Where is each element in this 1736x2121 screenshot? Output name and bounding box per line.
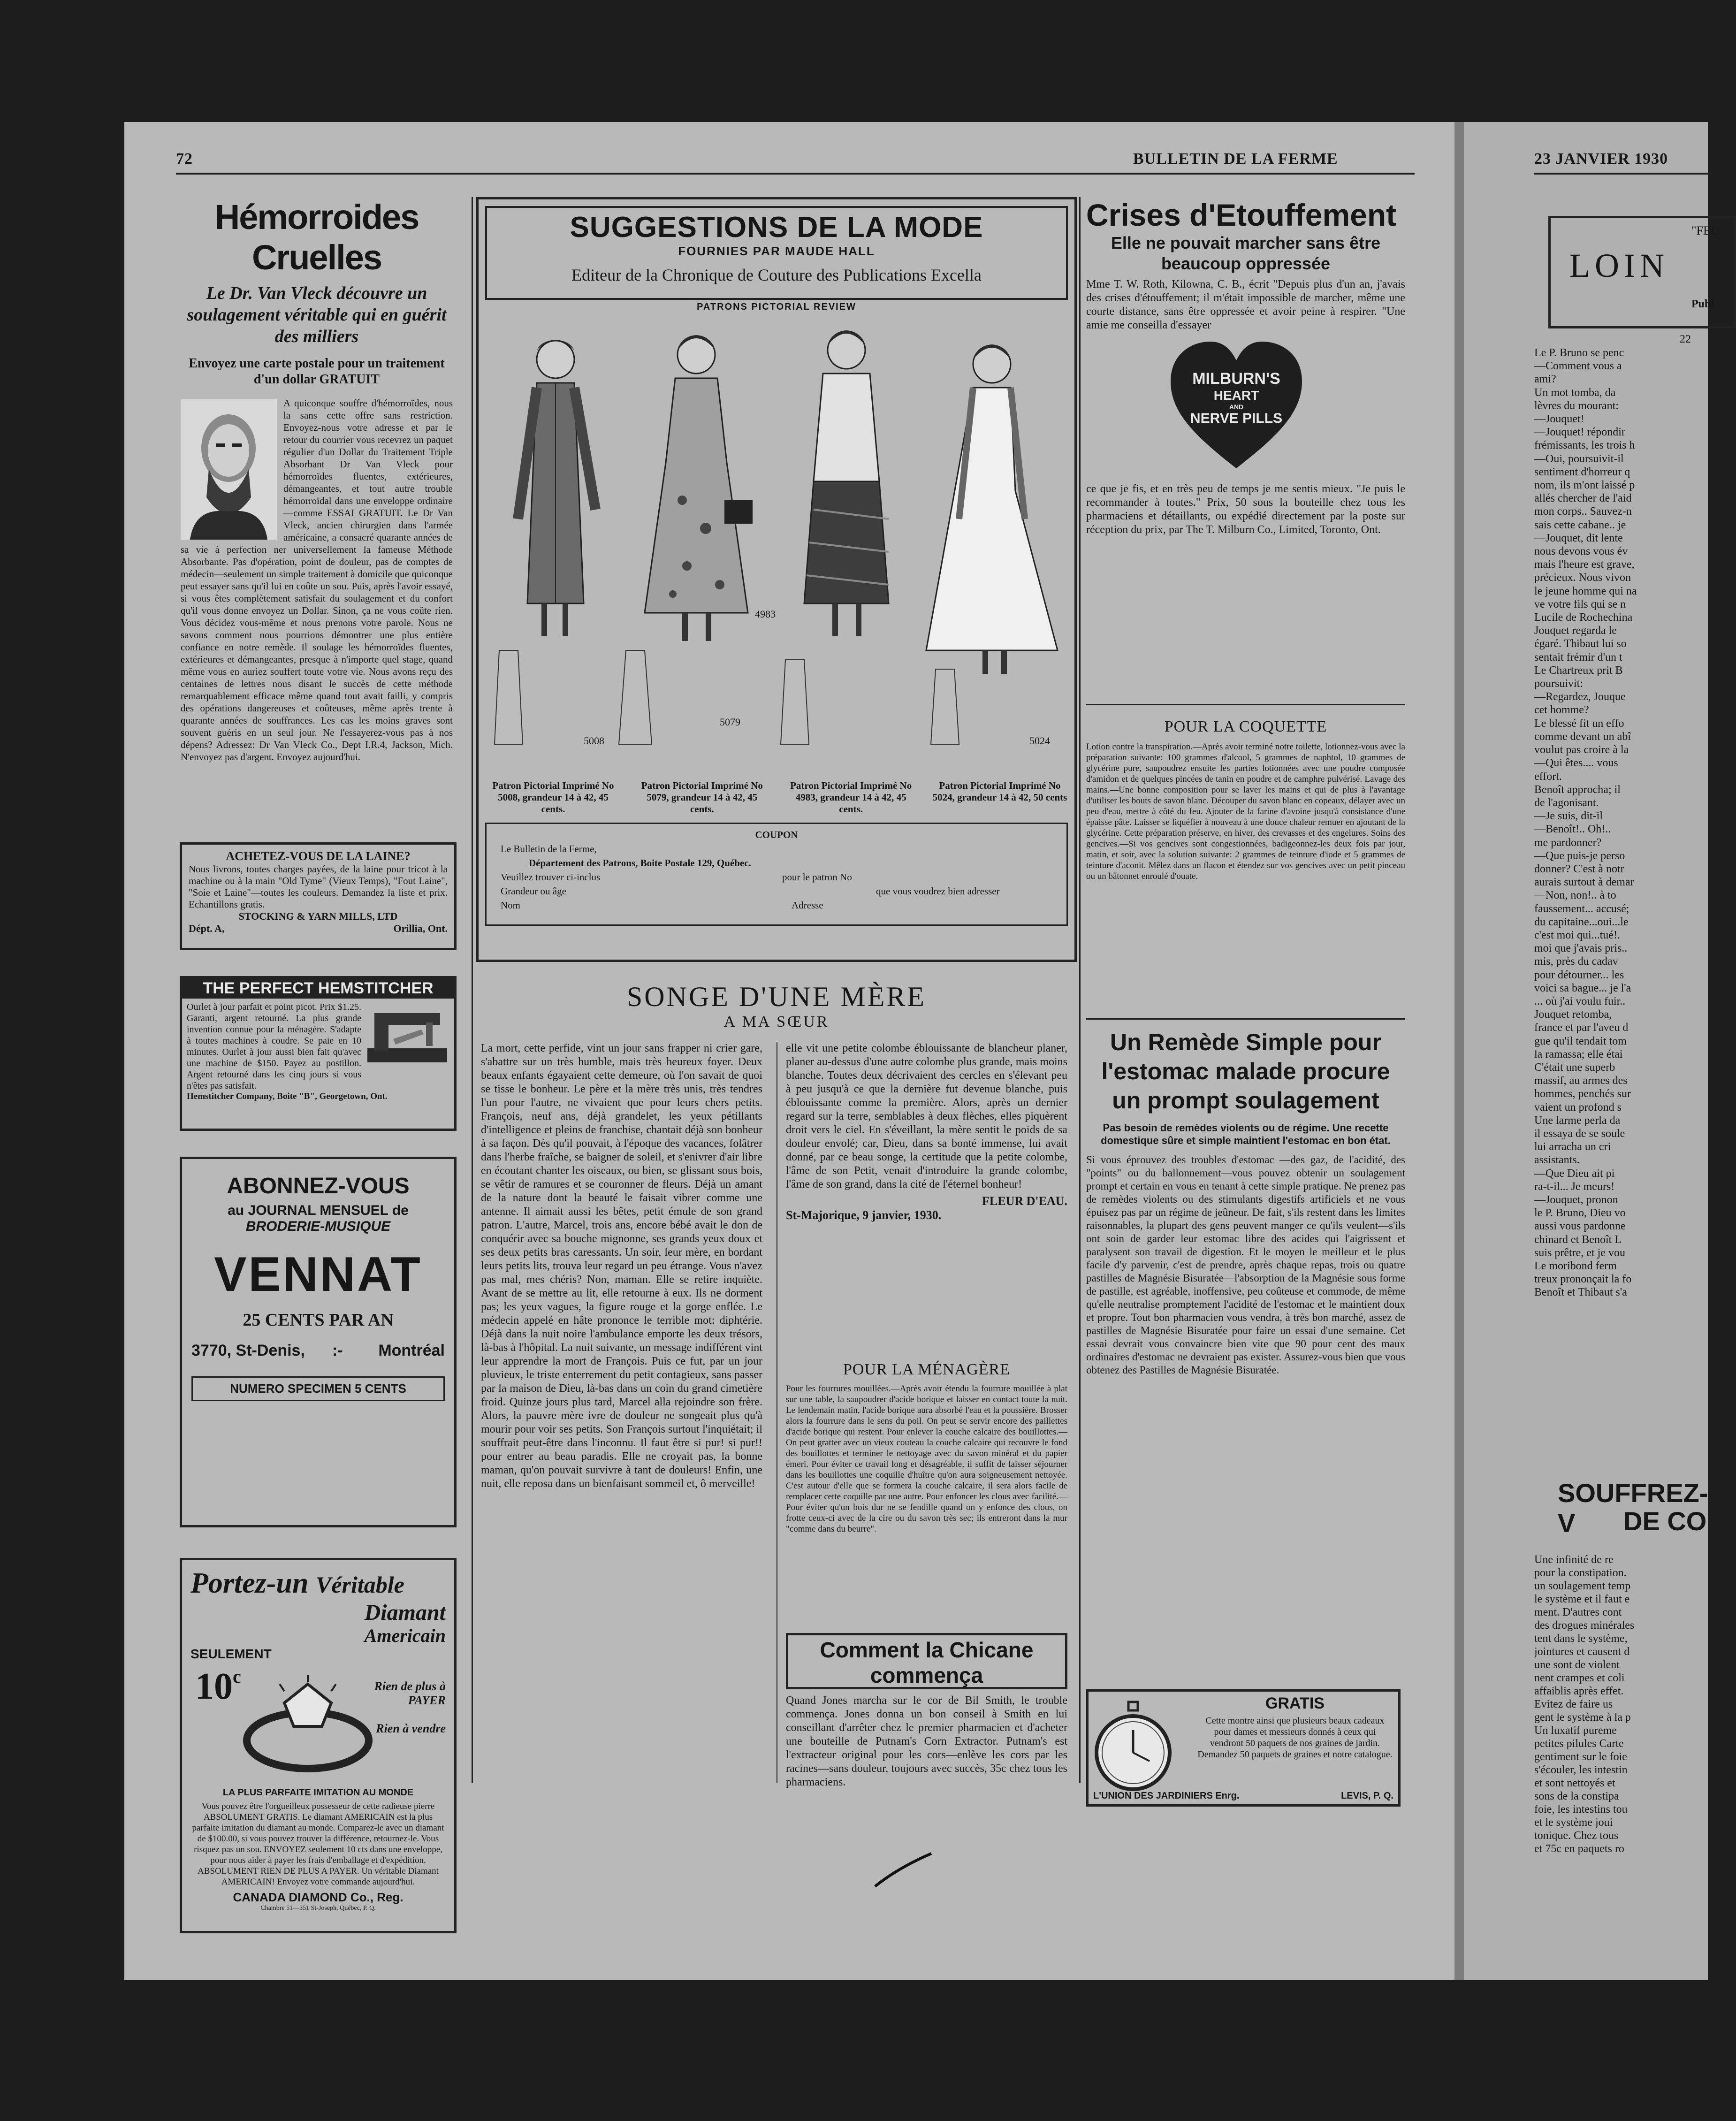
feuilleton-line: Le Chartreux prit B [1534, 664, 1623, 677]
laine-ad [180, 842, 457, 950]
feuilleton-title-fragment: LOIN [1569, 247, 1669, 284]
crises-ad [1086, 197, 1405, 537]
coupon-line3a: Veuillez trouver ci-inclus [501, 871, 601, 883]
feuilleton-line: pour détourner... les [1534, 969, 1624, 981]
feuilleton-line: —Jouquet, dit lente [1534, 532, 1623, 544]
coupon-box [485, 823, 1068, 926]
feuilleton-line: il essaya de se soule [1534, 1127, 1625, 1140]
coupon-line3b: pour le patron No [782, 871, 852, 883]
chicane-title-box [786, 1633, 1067, 1689]
hemorroides-body: A quiconque souffre d'hémorroïdes, nous la sans cette offre sans restriction. Envoyez-nous votre adresse et par le retour du courrier vous recevrez un paquet régulier d'un Dollar du Traitement Triple Absorbant Dr Van Vleck pour hémorroïdes fluentes, extérieures, démangeantes, et tout autre trouble hémorroïdal dans une enveloppe ordinaire —comme ESSAI GRATUIT. Le Dr Van Vleck, ancien chirurgien dans l'armée américaine, a consacré quarante années de sa vie à perfection ner universellement la fameuse Méthode Absorbante. Pas d'opération, point de douleur, pas de comptes de médecin—seulement un simple traitement à domicile que quiconque peut essayer sans qu'il lui en coûte un sou. Puis, après l'avoir essayé, si vous êtes complètement satisfait du soulagement et du confort qu'il vous donne envoyez un Dollar. Sinon, ça ne vous coûte rien. Vous décidez vous-même et nous prenons votre parole. Nous ne savons comment nous pourrions démontrer une plus entière confiance en notre remède. Il soulage les hémorroïdes fluentes, extérieures et démangeantes, presque à n'importe quel stage, quand même vous en auriez souffert toute votre vie. Nous avons reçu des centaines de lettres nous disant le succès de cette méthode remarquablement efficace même quand tout avait failli, y compris des opérations dangereuses et coûteuses, même après trente à quarante années de souffrances. Les cas les moins graves sont souvent guéris en un seul jour. Ne l'essayerez-vous pas à nos dépens? Adressez: Dr Van Vleck Co., Dept I.R.4, Jackson, Mich. N'envoyez pas d'argent. Envoyez aujourd'hui. [181, 397, 453, 763]
feuilleton-line: c'est moi qui...tué!. [1534, 929, 1620, 941]
pattern-number-4983: 4983 [755, 608, 776, 620]
feuilleton-line: suis prêtre, et je vou [1534, 1246, 1625, 1259]
diamant-body: Vous pouvez être l'orgueilleux possesseur de cette radieuse pierre ABSOLUMENT GRATIS. Le diamant AMERICAIN est la plus parfaite imitation du diamant au monde. Comparez-le avec un diamant de $100.00, si vous pouvez trouver la différence, retournez-le. Vous risquez pas un sou. ENVOYEZ seulement 10 cts dans une enveloppe, pour nous aider à payer les frais d'emballage et d'expédition. ABSOLUMENT RIEN DE PLUS A PAYER. Un véritable Diamant AMERICAIN! Envoyez votre commande aujourd'hui. [192, 1801, 444, 1887]
souffrez-line: et le système joui [1534, 1816, 1613, 1829]
souffrez-line: foie, les intestins tou [1534, 1803, 1628, 1816]
doctor-portrait-icon [181, 399, 277, 540]
adjacent-page [1464, 122, 1720, 1980]
section-rule [1086, 704, 1405, 705]
next-page-date: 23 JANVIER 1930 [1534, 150, 1668, 168]
souffrez-title2: DE CO [1623, 1506, 1707, 1536]
feuilleton-line: sentiment d'horreur q [1534, 465, 1630, 478]
feuilleton-line: Jouquet retomba, [1534, 1008, 1612, 1021]
feuilleton-line: ve votre fils qui se n [1534, 598, 1626, 610]
feuilleton-line: faussement... accusé; [1534, 902, 1629, 915]
feuilleton-line: vaient un profond s [1534, 1101, 1622, 1114]
column-rule [472, 197, 473, 1783]
songe-article [481, 981, 1072, 1031]
feuilleton-line: Le blessé fit un effo [1534, 717, 1624, 730]
feuilleton-line: voici sa bague... je l'a [1534, 982, 1631, 994]
hemstitcher-title: THE PERFECT HEMSTITCHER [182, 978, 454, 999]
diamant-side1: Rien de plus à [374, 1679, 446, 1693]
pattern-number-5024: 5024 [1029, 735, 1050, 747]
feuilleton-line: massif, au armes des [1534, 1075, 1628, 1087]
songe-col2-block [786, 1042, 1067, 1222]
feuilleton-line: —Jouquet! répondir [1534, 426, 1625, 439]
vennat-name: VENNAT [214, 1247, 422, 1302]
gratis-ad [1086, 1689, 1401, 1807]
feuilleton-box [1548, 216, 1736, 328]
laine-dept: Dépt. A, [189, 923, 225, 934]
souffrez-line: gentiment sur le foie [1534, 1751, 1627, 1763]
feuilleton-line: Le moribond ferm [1534, 1260, 1617, 1273]
laine-body: Nous livrons, toutes charges payées, de la laine pour tricot à la machine ou à la main "Old Tyme" (Vieux Temps), "Fout Laine", "Soie et Laine"—toutes les couleurs. Demandez la liste et prix. Echantillons gratis. [189, 863, 448, 910]
feuilleton-line: lui arracha un cri [1534, 1141, 1611, 1153]
mode-title: SUGGESTIONS DE LA MODE [570, 211, 983, 244]
feuilleton-line: voulut pas croire à la [1534, 744, 1629, 756]
feuilleton-line: gue qu'il tendait tom [1534, 1035, 1627, 1047]
feuilleton-line: assistants. [1534, 1154, 1580, 1167]
chicane-body: Quand Jones marcha sur le cor de Bil Smith, le trouble commença. Jones donna un bon conseil à Smith en lui conseillant d'arrêter chez le premier pharmacien et d'acheter une bouteille de Putnam's Corn Extractor. Putnam's est l'extracteur original pour les cors—enlève les cors par les racines—sans douleur, toujours avec succès, 35c chez tous les pharmaciens. [786, 1694, 1067, 1788]
feuilleton-line: —Jouquet, pronon [1534, 1194, 1618, 1206]
page-number: 72 [176, 150, 193, 168]
diamant-title2: Véritable [315, 1572, 404, 1598]
diamant-title3: Diamant [364, 1600, 446, 1625]
newspaper-page [124, 122, 1462, 1980]
feuilleton-line: sais cette cabane.. je [1534, 519, 1626, 531]
feuilleton-line: ... où j'ai voulu fuir.. [1534, 995, 1626, 1007]
header-rule [1534, 173, 1713, 175]
feuilleton-line: effort. [1534, 770, 1562, 783]
pattern-caption-5079: Patron Pictorial Imprimé No 5079, grandeur 14 à 42, 45 cents. [641, 780, 763, 815]
feuilleton-line: sentait frémir d'un t [1534, 651, 1622, 664]
laine-company: STOCKING & YARN MILLS, LTD [238, 910, 398, 922]
laine-city: Orillia, Ont. [393, 923, 448, 934]
feuilleton-line: —Que puis-je perso [1534, 849, 1625, 862]
souffrez-line: tonique. Chez tous [1534, 1830, 1619, 1842]
mode-banner: PATRONS PICTORIAL REVIEW [697, 302, 856, 312]
feuilleton-line: —Jouquet! [1534, 413, 1584, 426]
vennat-line3: BRODERIE-MUSIQUE [245, 1219, 391, 1234]
laine-title: ACHETEZ-VOUS DE LA LAINE? [226, 849, 411, 863]
hemorroides-ad [181, 197, 453, 763]
diamant-side3: Rien à vendre [376, 1722, 446, 1735]
feuilleton-line: chinard et Benoît L [1534, 1233, 1622, 1246]
feuilleton-line: le jeune homme qui na [1534, 585, 1637, 597]
feuilleton-num-fragment: 22 [1680, 333, 1691, 345]
souffrez-line: et sont nettoyés et [1534, 1777, 1615, 1789]
souffrez-line: jointures et causent d [1534, 1646, 1630, 1658]
diamant-title1: Portez-un [190, 1567, 309, 1599]
feuilleton-line: Lucile de Rochechina [1534, 611, 1633, 624]
vennat-line2: au JOURNAL MENSUEL de [228, 1203, 409, 1218]
feuilleton-line: égaré. Thibaut lui so [1534, 638, 1627, 650]
feuilleton-line: hommes, penchés sur [1534, 1088, 1631, 1100]
feuilleton-line: comme devant un abî [1534, 730, 1631, 743]
souffrez-line: des drogues minérales [1534, 1619, 1635, 1632]
pattern-number-5079: 5079 [720, 716, 740, 728]
feuilleton-line: mon corps.. Sauvez-n [1534, 505, 1632, 518]
coupon-line2: Département des Patrons, Boite Postale 129, Québec. [529, 857, 751, 869]
remede-subtitle: Pas besoin de remèdes violents ou de régime. Une recette domestique sûre et simple maintient l'estomac en bon état. [1101, 1122, 1391, 1146]
feuilleton-line: —Non, non!.. à to [1534, 889, 1616, 902]
feuilleton-line: la ramassa; elle étai [1534, 1048, 1623, 1060]
heart-line4: NERVE PILLS [1190, 411, 1283, 426]
gratis-company: L'UNION DES JARDINIERS Enrg. [1093, 1791, 1240, 1801]
feuilleton-line: —Regardez, Jouque [1534, 691, 1626, 703]
hemorroides-title: Hémorroides Cruelles [214, 198, 419, 277]
remede-title: Un Remède Simple pour l'estomac malade procure un prompt soulagement [1101, 1029, 1390, 1114]
songe-signature: FLEUR D'EAU. [982, 1194, 1067, 1208]
souffrez-line: une sont de violent [1534, 1659, 1620, 1671]
paper-name: BULLETIN DE LA FERME [1133, 150, 1338, 168]
souffrez-line: s'écouler, les intestin [1534, 1764, 1628, 1776]
diamant-address: Chambre 51—351 St-Joseph, Québec, P. Q. [260, 1905, 376, 1912]
feuilleton-line: précieux. Nous vivon [1534, 572, 1631, 584]
feuilleton-line: de l'agonisant. [1534, 796, 1599, 809]
vennat-specimen: NUMERO SPECIMEN 5 CENTS [191, 1376, 445, 1401]
pattern-caption-5024: Patron Pictorial Imprimé No 5024, grandeur 14 à 42, 50 cents [932, 780, 1067, 803]
diamant-company: CANADA DIAMOND Co., Reg. [233, 1890, 404, 1904]
menagere-title: POUR LA MÉNAGÈRE [843, 1361, 1011, 1378]
feuilleton-line: treux prononçait la fo [1534, 1273, 1632, 1286]
feuilleton-line: mais l'heure est grave, [1534, 558, 1635, 571]
souffrez-line: Une infinité de re [1534, 1554, 1614, 1566]
feuilleton-line: —Benoît!.. Oh!.. [1534, 823, 1611, 836]
feuilleton-line: C'était une superb [1534, 1061, 1615, 1074]
souffrez-line: sons de la constipa [1534, 1790, 1619, 1802]
hemorroides-subtitle: Le Dr. Van Vleck découvre un soulagement véritable qui en guérit des milliers [187, 283, 447, 346]
feuilleton-line: du capitaine...oui...le [1534, 916, 1629, 928]
feuilleton-line: Benoît approcha; il [1534, 783, 1621, 796]
heart-line3: AND [1229, 403, 1244, 411]
feuilleton-line: me pardonner? [1534, 836, 1602, 849]
diamant-banner: LA PLUS PARFAITE IMITATION AU MONDE [222, 1787, 414, 1798]
souffrez-line: un soulagement temp [1534, 1580, 1631, 1592]
feuilleton-line: france et par l'aveu d [1534, 1022, 1629, 1034]
feuilleton-line: —Oui, poursuivit-il [1534, 452, 1624, 465]
songe-col1: La mort, cette perfide, vint un jour sans frapper ni crier gare, s'abattre sur un très humble, mais très heureux foyer. Deux beaux enfants égayaient cette demeure, où l'on savait de quoi se tisse le bonheur. Le père et la mère très unis, très tendres l'un pour l'autre, ne vivaient que pour leurs chers petits. François, neuf ans, déjà grandelet, les yeux pétillants d'intelligence et pleins de franchise, chantait déjà son bonheur à sa façon. Dès qu'il pouvait, à l'époque des vacances, folâtrer dans l'herbe fraîche, se baigner de soleil, et s'enivrer d'air libre en écoutant chanter les oiseaux, ou bien, se glissant sous bois, se vêtir de ramures et se couronner de fleurs. Déjà un amant de la nature dont la beauté le faisait vibrer comme une antenne. Il aimait aussi les bêtes, petit émule de son grand patron. L'autre, Marcel, trois ans, encore bébé avait le don de conquérir avec sa bouche mignonne, ses grands yeux doux et ses deux petits bras caressants. Un soir, leur mère, en bordant leurs petits lits, trouva leur regard un peu étrange. Vous n'avez pas mal, mes chéris? Non, maman. Elle se retire inquiète. Avant de se mettre au lit, elle retourne à eux. Ils ne dorment pas; les yeux vagues, la figure rouge et la gorge enflée. Le médecin appelé en hâte prononce le terrible mot: diphtérie. Déjà dans la nuit noire l'ambulance emporte les deux trésors, là-bas à l'hôpital. La nuit suivante, un message indifférent vint leur apprendre la mort de François. Puis ce fut, par un jour pluvieux, le triste enterrement du petit contagieux, sans passer par la maison de Dieu, là-bas dans un coin du grand cimetière froid. Quinze jours plus tard, Marcel alla rejoindre son frère. Alors, la pauvre mère ivre de douleur ne songeait plus qu'à mourir pour voir ses petits. Son François surtout l'inquiétait; il souffrait peut-être dans l'inconnu. Il faut être si pur! si pur!! pour entrer au beau paradis. Elle ne croyait pas, la bonne maman, qu'on pouvait survivre à tant de douleurs! Enfin, une nuit, elle reposa dans un bienfaisant sommeil et, ô merveille! [481, 1042, 762, 1490]
souffrez-line: affaiblis après effet. [1534, 1685, 1624, 1697]
remede-body: Si vous éprouvez des troubles d'estomac —des gaz, de l'acidité, des "points" ou du ballonnement—vous pouvez obtenir un soulagement prompt et certain en vous en tenant à cette simple pratique. Ne prenez pas de remèdes violents ou des stimulants digestifs artificiels et ne vous épuisez pas par un régime de jeûneur. De fait, s'ils restent dans les limites raisonnables, la plupart des gens peuvent manger ce qu'ils veulent—s'ils ont soin de garder leur estomac libre des acides qui l'aigrissent et paralysent son travail de digestion. Et le moyen le meilleur et le plus facile d'y parvenir, c'est de prendre, après chaque repas, trois ou quatre pastilles de Magnésie Bisuratée—l'absorption de la Magnésie sous forme de pastille, est agréable, inoffensive, peu coûteuse et commode, de même qu'elle neutralise promptement l'acidité de l'estomac et le maintient doux et propre. Tout bon pharmacien vous vendra, à très bon marché, assez de pastilles de Magnésie Bisuratée pour faire un essai d'une semaine. Cet essai devrait vous convaincre bien vite que 90 pour cent des maux ordinaires d'estomac ne devraient pas exister. Assurez-vous bien que vous obtenez des Pastilles de Magnésie Bisuratée. [1086, 1154, 1405, 1376]
fashion-illustrations [485, 322, 1068, 777]
songe-place-date: St-Majorique, 9 janvier, 1930. [786, 1208, 942, 1222]
feuilleton-line: le P. Bruno, Dieu vo [1534, 1207, 1626, 1220]
feuilleton-line: —Qui êtes.... vous [1534, 757, 1618, 770]
songe-col2: elle vit une petite colombe éblouissante de blancheur planer, planer au-dessus d'une autre colombe plus grande, mais moins blanche. Toutes deux décrivaient des cercles en s'élevant peu à peu jusqu'à ce que la dernière fut devenue blanche, puis éblouissante comme la première. Alors, après un dernier regard sur la terre, semblables à deux flèches, elles piquèrent droit vers le ciel. En s'éveillant, la mère sentit le poids de sa douleur envolé; car, Dieu, dans sa bonté immense, lui avait donné, par ce beau songe, la certitude que la petite colombe, l'âme de son Petit, venait d'introduire la grande colombe, l'âme de son grand, dans la cité de l'éternel bonheur! [786, 1042, 1067, 1190]
heart-line1: MILBURN'S [1192, 370, 1280, 388]
feuilleton-line: —Que Dieu ait pi [1534, 1167, 1615, 1180]
heart-line2: HEART [1213, 388, 1259, 403]
songe-subtitle: A MA SŒUR [723, 1013, 830, 1030]
crises-subtitle: Elle ne pouvait marcher sans être beaucoup oppressée [1111, 233, 1381, 273]
coupon-line5a: Nom [501, 900, 520, 911]
feuilleton-line: —Comment vous a [1534, 360, 1622, 373]
feuilleton-line: Jouquet regarda le [1534, 625, 1617, 637]
hemorroides-lead: Envoyez une carte postale pour un traitement d'un dollar GRATUIT [189, 356, 445, 387]
feuilleton-line: aurais surtout à demar [1534, 876, 1634, 889]
feuilleton-line: Une larme perla da [1534, 1114, 1621, 1127]
mode-subtitle: FOURNIES PAR MAUDE HALL [678, 244, 875, 258]
crises-body2: ce que je fis, et en très peu de temps je me sentis mieux. "Je puis le recommander à toutes." Prix, 50 sous la bouteille chez tous les pharmaciens et détaillants, ou expédié directement par la poste sur réception du prix, par The T. Milburn Co., Limited, Toronto, Ont. [1086, 483, 1405, 536]
feuilleton-line: nous devons vous év [1534, 545, 1628, 558]
souffrez-line: tent dans le système, [1534, 1633, 1628, 1645]
coupon-line1: Le Bulletin de la Ferme, [501, 843, 597, 855]
hemstitcher-company: Hemstitcher Company, Boite "B", Georgetown, Ont. [187, 1091, 388, 1101]
diamant-side2: PAYER [408, 1694, 446, 1707]
pencil-mark-icon [870, 1849, 936, 1891]
souffrez-line: nent crampes et coli [1534, 1672, 1625, 1684]
feuilleton-line: Benoît et Thibaut s'a [1534, 1286, 1627, 1299]
souffrez-line: gent le système à la p [1534, 1711, 1631, 1724]
feuilleton-line: Un mot tomba, da [1534, 386, 1616, 399]
feuilleton-label: "FEU [1691, 224, 1720, 237]
pattern-number-5008: 5008 [584, 735, 604, 747]
gratis-body: Cette montre ainsi que plusieurs beaux cadeaux pour dames et messieurs donnés à ceux qui vendront 50 paquets de nos graines de jardin. Demandez 50 paquets de graines et notre catalogue. [1197, 1716, 1393, 1760]
column-rule [1079, 197, 1081, 1783]
feuilleton-line: mis, près du cadav [1534, 955, 1618, 968]
page-gutter [1454, 122, 1465, 1980]
mode-editor: Editeur de la Chronique de Couture des Publications Excella [571, 266, 982, 284]
feuilleton-line: cet homme? [1534, 704, 1589, 717]
feuilleton-line: moi que j'avais pris.. [1534, 942, 1628, 955]
feuilleton-line: frémissants, les trois h [1534, 439, 1635, 452]
vennat-address: 3770, St-Denis, [191, 1342, 305, 1359]
feuilleton-text [1534, 346, 1722, 1299]
coupon-line4b: que vous voudrez bien adresser [876, 885, 1000, 897]
feuilleton-line: ami? [1534, 373, 1556, 386]
diamant-title4: Americain [364, 1625, 446, 1646]
coupon-line4a: Grandeur ou âge [501, 885, 566, 897]
sewing-machine-icon [365, 1001, 449, 1072]
fashion-figures-icon [485, 322, 1072, 777]
vennat-separator: :- [332, 1342, 343, 1359]
souffrez-line: ment. D'autres cont [1534, 1606, 1622, 1618]
pattern-caption-4983: Patron Pictorial Imprimé No 4983, grandeur 14 à 42, 45 cents. [790, 780, 912, 815]
feuilleton-line: poursuivit: [1534, 678, 1584, 690]
feuilleton-line: —Je suis, dit-il [1534, 810, 1603, 823]
remede-ad [1086, 1028, 1405, 1377]
souffrez-line: petites pilules Carte [1534, 1738, 1624, 1750]
crises-body1: Mme T. W. Roth, Kilowna, C. B., écrit "Depuis plus d'un an, j'avais des crises d'étouffement; il m'était impossible de marcher, même une courte distance, sans être oppressée et avoir peine à respirer. "Une amie me conseilla d'essayer [1086, 278, 1405, 331]
vennat-ad [180, 1157, 457, 1527]
header-rule [176, 173, 1415, 175]
pocket-watch-icon [1093, 1701, 1173, 1795]
gratis-city: LEVIS, P. Q. [1341, 1791, 1393, 1801]
feuilleton-line: lèvres du mourant: [1534, 399, 1619, 412]
diamond-ring-icon [237, 1675, 378, 1778]
feuilleton-pub-fragment: Publ [1691, 298, 1714, 310]
hemstitcher-ad [180, 976, 457, 1131]
section-rule [1086, 1018, 1405, 1020]
vennat-price: 25 CENTS PAR AN [243, 1310, 394, 1330]
souffrez-line: pour la constipation. [1534, 1567, 1627, 1579]
feuilleton-line: aussi vous pardonne [1534, 1220, 1626, 1233]
diamant-cents-sign: c [233, 1666, 241, 1687]
diamant-seulement: SEULEMENT [190, 1647, 272, 1661]
chicane-title: Comment la Chicane commença [820, 1638, 1034, 1687]
songe-title: SONGE D'UNE MÈRE [626, 981, 927, 1012]
vennat-city: Montréal [378, 1342, 445, 1359]
souffrez-line: Evitez de faire us [1534, 1698, 1613, 1710]
feuilleton-line: nom, ils m'ont laissé p [1534, 479, 1635, 492]
mode-section [476, 197, 1077, 962]
coquette-article [1086, 718, 1405, 882]
souffrez-line: et 75c en paquets ro [1534, 1843, 1624, 1855]
souffrez-title1: SOUFFREZ-V [1558, 1478, 1708, 1538]
diamant-ad [180, 1558, 457, 1933]
souffrez-line: Un luxatif pureme [1534, 1724, 1617, 1737]
coquette-title: POUR LA COQUETTE [1164, 718, 1327, 735]
coupon-line5b: Adresse [792, 900, 823, 911]
hemstitcher-body: Ourlet à jour parfait et point picot. Prix $1.25. Garanti, argent retourné. La plus grande invention connue pour la ménagère. S'adapte à toutes machines à coudre. Se paie en 10 minutes. Ourlet à jour aussi bien fait qu'avec une machine de $150. Payez au postillon. Argent retourné dans les cinq jours si vous n'êtes pas satisfait. [187, 1002, 361, 1091]
menagere-article [786, 1361, 1067, 1534]
coquette-body: Lotion contre la transpiration.—Après avoir terminé notre toilette, lotionnez-vous avec la préparation suivante: 100 grammes d'alcool, 5 grammes de naphtol, 10 grammes de glycérine pure, saupoudrez ensuite les parties lotionnées avec une poudre composée d'amidon et de quelques pincées de tanin en poudre et de camphre pulvérisé. Lavage des mains.—Une bonne composition pour se laver les mains et qui de plus à l'avantage d'utiliser les bouts de savon blanc. Découper du savon blanc en copeaux, délayer avec un peu d'eau, mettre à côté du feu. Ajouter de la farine d'avoine jusqu'à consistance d'une épaisse pâte. Laisser se liquéfier à nouveau à une douce chaleur remuer en ajoutant de la glycérine. Cette préparation préserve, en hiver, des crevasses et des engelures. Soins des gencives.—Si vos gencives sont congestionnées, badigeonnez-les deux fois par jour, matin, et soir, avec la solution suivante: 2 grammes de teinture d'iode et 5 grammes de teinture d'aconit. Mêlez dans un flacon et étendez sur vos gencives avec un petit pinceau ou un bâtonnet enroulé d'ouate. [1086, 742, 1405, 881]
crises-title: Crises d'Etouffement [1086, 198, 1397, 232]
feuilleton-line: ra-t-il... Je meurs! [1534, 1180, 1615, 1193]
pattern-caption-5008: Patron Pictorial Imprimé No 5008, grandeur 14 à 42, 45 cents. [492, 780, 614, 815]
feuilleton-line: donner? C'est à notr [1534, 862, 1624, 875]
feuilleton-line: allés chercher de l'aid [1534, 492, 1632, 505]
diamant-price: 10 [195, 1666, 233, 1707]
feuilleton-line: Le P. Bruno se penc [1534, 347, 1624, 359]
souffrez-text [1534, 1553, 1722, 1855]
menagere-body: Pour les fourrures mouillées.—Après avoir étendu la fourrure mouillée à plat sur une table, la saupoudrer d'acide borique et laisser en contact toute la nuit. Le lendemain matin, l'acide borique aura absorbé l'eau et la poussière. Brosser alors la fourrure dans le sens du poil. On peut se servir encore des paillettes d'acide borique qui restent. Pour enlever la couche calcaire des bouillottes.—On peut gratter avec un vieux couteau la couche calcaire qui recouvre le fond des bouillottes et terminer le nettoyage avec du savon minéral et du papier émeri. Pour éviter ce travail long et désagréable, il suffit de laisser séjourner dans les bouillottes une coquille d'huître qu'on aura soigneusement nettoyée. C'est autour d'elle que se formera la couche calcaire, il sera alors facile de remplacer cette coquille par une autre. Pour enfoncer les clous avec facilité.—Pour éviter qu'un bois dur ne se fendille quand on y enfonce des clous, on frotte ceux-ci avec de la cire ou du savon très sec; ils entreront dans la mur "comme dans du beurre". [786, 1384, 1067, 1534]
coupon-title: COUPON [755, 829, 798, 840]
gratis-title: GRATIS [1265, 1694, 1325, 1712]
vennat-line1: ABONNEZ-VOUS [227, 1174, 410, 1198]
souffrez-line: le système et il faut e [1534, 1593, 1630, 1605]
